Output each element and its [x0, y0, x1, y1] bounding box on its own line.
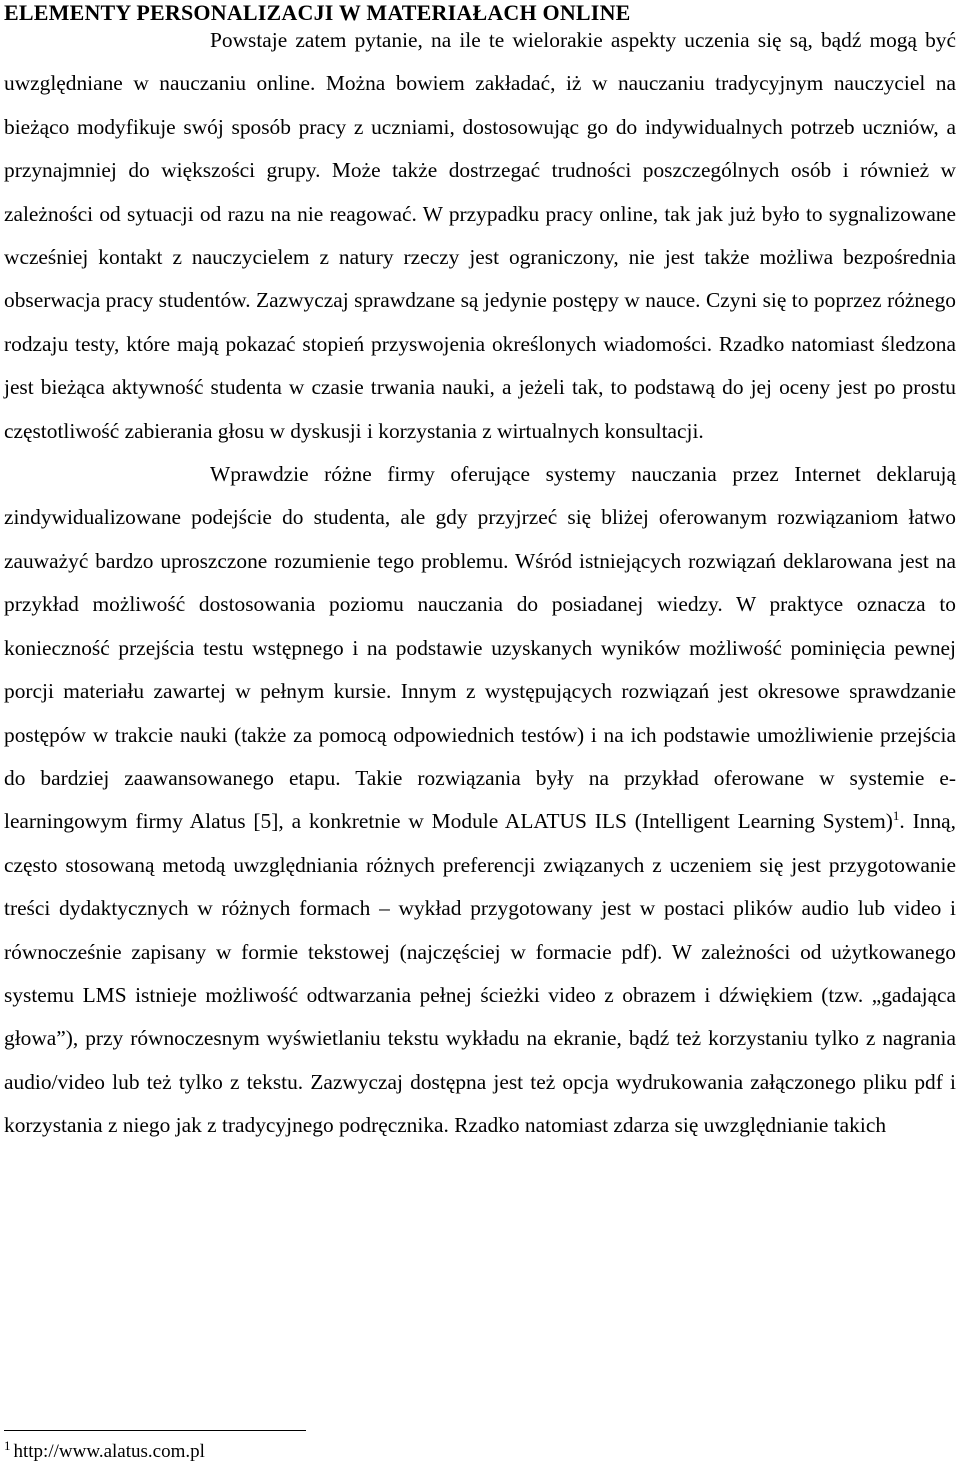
paragraph-2-text-a: Wprawdzie różne firmy oferujące systemy nauczania przez Internet deklarują zindywidualizowane podejście do studenta, ale gdy przyjrzeć się bliżej oferowanym rozwiązaniom łatwo zauważyć bardzo uproszczone rozumienie tego problemu. Wśród istniejących rozwiązań deklarowana jest na przykład możliwość dostosowania poziomu nauczania do posiadanej wiedzy. W praktyce oznacza to konieczność przejścia testu wstępnego i na podstawie uzyskanych wyników możliwość pominięcia pewnej porcji materiału zawartej w pełnym kursie. Innym z występujących rozwiązań jest okresowe sprawdzanie postępów w trakcie nauki (także za pomocą odpowiednich testów) i na ich podstawie umożliwienie przejścia do bardziej zaawansowanego etapu. Takie rozwiązania były na przykład oferowane w systemie e-learningowym firmy Alatus [5], a konkretnie w Module ALATUS ILS (Intelligent Learning System): [4, 462, 956, 834]
footnote: [4, 1437, 205, 1464]
footnote-number: 1: [4, 1437, 11, 1453]
footnote-link[interactable]: http://www.alatus.com.pl: [13, 1441, 205, 1462]
section-heading: ELEMENTY PERSONALIZACJI W MATERIAŁACH ONLINE: [4, 0, 631, 25]
paragraph-1: Powstaje zatem pytanie, na ile te wielorakie aspekty uczenia się są, bądź mogą być uwzględniane w nauczaniu online. Można bowiem zakładać, iż w nauczaniu tradycyjnym nauczyciel na bieżąco modyfikuje swój sposób pracy z uczniami, dostosowując go do indywidualnych potrzeb uczniów, a przynajmniej do większości grupy. Może także dostrzegać trudności poszczególnych osób i również w zależności od sytuacji od razu na nie reagować. W przypadku pracy online, tak jak już było to sygnalizowane wcześniej kontakt z nauczycielem z natury rzeczy jest ograniczony, nie jest także możliwa bezpośrednia obserwacja pracy studentów. Zazwyczaj sprawdzane są jedynie postępy w nauce. Czyni się to poprzez różnego rodzaju testy, które mają pokazać stopień przyswojenia określonych wiadomości. Rzadko natomiast śledzona jest bieżąca aktywność studenta w czasie trwania nauki, a jeżeli tak, to podstawą do jej oceny jest po prostu częstotliwość zabierania głosu w dyskusji i korzystania z wirtualnych konsultacji.: [4, 28, 956, 443]
footnote-reference: 1: [892, 808, 900, 824]
paragraph-2-text-b: . Inną, często stosowaną metodą uwzględniania różnych preferencji związanych z uczeniem się jest przygotowanie treści dydaktycznych w różnych formach – wykład przygotowany jest w postaci plików audio lub video i równocześnie zapisany w formie tekstowej (najczęściej w formacie pdf). W zależności od użytkowanego systemu LMS istnieje możliwość odtwarzania pełnej ścieżki video z obrazem i dźwiękiem (tzw. „gadająca głowa”), przy równoczesnym wyświetlaniu tekstu wykładu na ekranie, bądź też korzystaniu tylko z nagrania audio/video lub też tylko z tekstu. Zazwyczaj dostępna jest też opcja wydrukowania załączonego pliku pdf i korzystania z niego jak z tradycyjnego podręcznika. Rzadko natomiast zdarza się uwzględnianie takich: [4, 809, 956, 1138]
paragraph-2: [4, 453, 956, 1148]
footnote-separator: [4, 1430, 306, 1431]
document-page: [4, 0, 956, 1148]
